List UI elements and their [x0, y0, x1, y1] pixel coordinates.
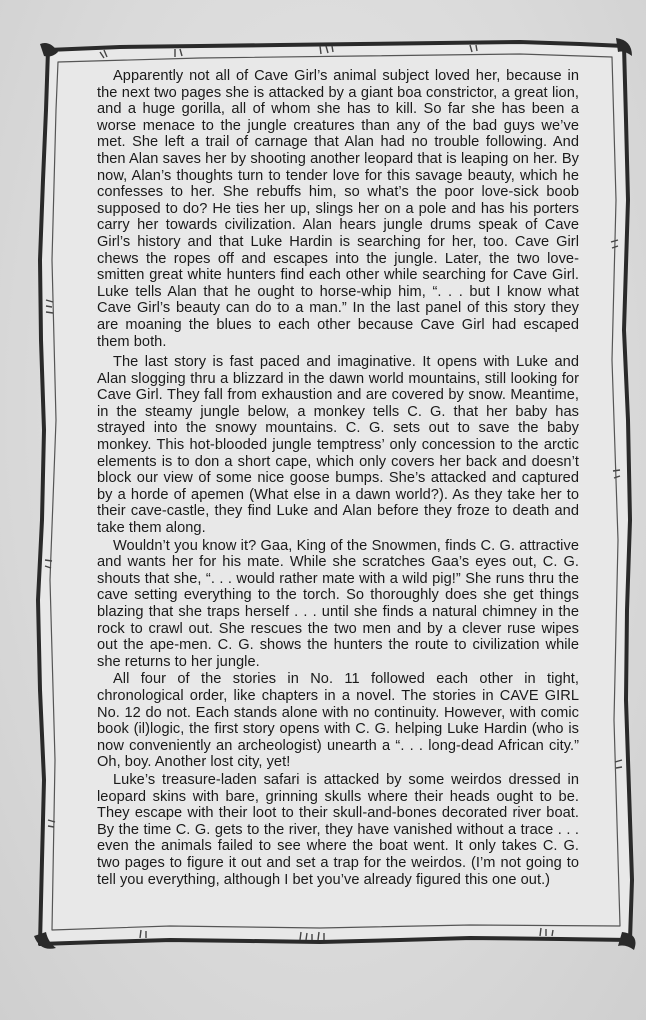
- article-paragraph-4: All four of the stories in No. 11 followed each other in tight, chronological order, like chapters in a novel. The stories in CAVE GIRL No. 12 do not. Each stands alone with no continuity. However, with comic book (il)logic, the first story opens with C. G. helping Luke Hardin (who is now conveniently an archeologist) unearth a “. . . long-dead African city.” Oh, boy. Another lost city, yet!: [97, 671, 579, 771]
- article-paragraph-3: Wouldn’t you know it? Gaa, King of the Snowmen, finds C. G. attractive and wants her for his mate. While she scratches Gaa’s eyes out, C. G. shouts that she, “. . . would rather mate with a wild pig!” She runs thru the cave setting everything to the torch. So thoroughly does she get things blazing that she traps herself . . . until she finds a natural chimney in the rock to crawl out. She rescues the two men and by a clever ruse wipes out the ape-men. C. G. shows the hunters the route to civilization while she returns to her jungle.: [97, 537, 579, 670]
- article-paragraph-5: Luke’s treasure-laden safari is attacked by some weirdos dressed in leopard skins with bare, grinning skulls where their heads ought to be. They escape with their loot to their skull-and-bones decorated river boat. By the time C. G. gets to the river, they have vanished without a trace . . . even the animals failed to see where the boat went. It only takes C. G. two pages to figure it out and set a trap for the weirdos. (I’m not going to tell you everything, although I bet you’ve already figured this one out.): [97, 771, 579, 888]
- article-text-panel: [93, 68, 583, 918]
- article-paragraph-1: Apparently not all of Cave Girl’s animal subject loved her, because in the next two pages she is attacked by a giant boa constrictor, a great lion, and a huge gorilla, all of whom she has to kill. So far she has been a worse menace to the jungle creatures than any of the bad guys we’ve met. She left a trail of carnage that Alan had no trouble following. And then Alan saves her by shooting another leopard that is leaping on her. By now, Alan’s thoughts turn to tender love for this savage beauty, which he confesses to her. She rebuffs him, so what’s the poor love-sick boob supposed to do? He ties her up, slings her on a pole and has his porters carry her towards civilization. Alan hears jungle drums speak of Cave Girl’s history and that Luke Hardin is searching for her, too. Cave Girl chews the ropes off and escapes into the jungle. Later, the two love-smitten great white hunters find each other while searching for Cave Girl. Luke tells Alan that he ought to horse-whip him, “. . . but I know what Cave Girl’s beauty can do to a man.” In the last panel of this story they are moaning the blues to each other because Cave Girl had escaped them both.: [97, 68, 579, 350]
- article-paragraph-2: The last story is fast paced and imaginative. It opens with Luke and Alan slogging thru a blizzard in the dawn world mountains, still looking for Cave Girl. They fall from exhaustion and are covered by snow. Meantime, in the steamy jungle below, a monkey tells C. G. that her baby has strayed into the snowy mountains. C. G. sets out to save the baby monkey. This hot-blooded jungle temptress’ only concession to the arctic elements is to don a short cape, which only covers her back and doesn’t block our view of some nice goose bumps. She’s attacked and captured by a horde of apemen (What else in a dawn world?). As they take her to their cave-castle, they find Luke and Alan before they froze to death and take them along.: [97, 354, 579, 537]
